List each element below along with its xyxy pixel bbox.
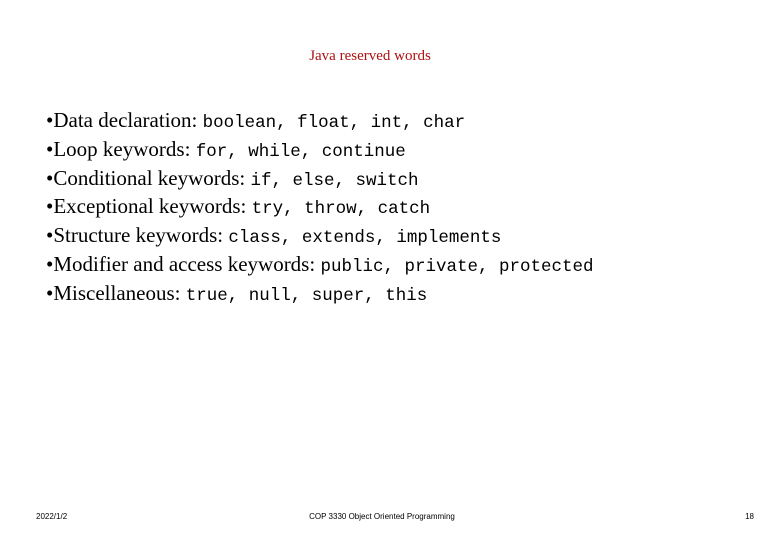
bullet-item-data-declaration xyxy=(46,106,766,135)
bullet-marker: • xyxy=(46,280,54,305)
bullet-marker: • xyxy=(46,136,54,161)
bullet-item-modifier xyxy=(46,250,766,279)
bullet-marker: • xyxy=(46,194,54,219)
bullet-keywords: try, throw, catch xyxy=(251,199,431,220)
bullet-label: Data declaration: xyxy=(53,108,203,132)
bullet-label: Structure keywords: xyxy=(53,223,229,248)
footer-page-number: 18 xyxy=(745,512,754,521)
bullet-keywords: if, else, switch xyxy=(250,170,419,191)
bullet-label: Exceptional keywords: xyxy=(53,194,252,219)
bullet-keywords: for, while, continue xyxy=(195,141,406,162)
footer-date: 2022/1/2 xyxy=(36,512,68,521)
bullet-label: Miscellaneous: xyxy=(53,280,186,305)
bullet-keywords: public, private, protected xyxy=(320,256,594,277)
bullet-label: Modifier and access keywords: xyxy=(53,251,321,276)
slide-title: Java reserved words xyxy=(309,48,431,64)
bullet-label: Loop keywords: xyxy=(53,136,196,161)
bullet-marker: • xyxy=(46,223,54,248)
bullet-item-miscellaneous xyxy=(46,279,766,308)
bullet-keywords: class, extends, implements xyxy=(228,228,502,249)
bullet-marker: • xyxy=(46,108,54,132)
bullet-item-exceptional xyxy=(46,192,766,221)
bullet-item-structure xyxy=(46,221,766,250)
bullet-item-loop xyxy=(46,135,766,164)
bullet-keywords: boolean, float, int, char xyxy=(202,113,466,133)
bullet-list xyxy=(46,106,766,308)
footer-course-title: COP 3330 Object Oriented Programming xyxy=(309,512,455,521)
bullet-marker: • xyxy=(46,251,54,276)
bullet-item-conditional xyxy=(46,164,766,193)
bullet-label: Conditional keywords: xyxy=(53,165,251,190)
bullet-marker: • xyxy=(46,165,54,190)
bullet-keywords: true, null, super, this xyxy=(185,285,428,306)
